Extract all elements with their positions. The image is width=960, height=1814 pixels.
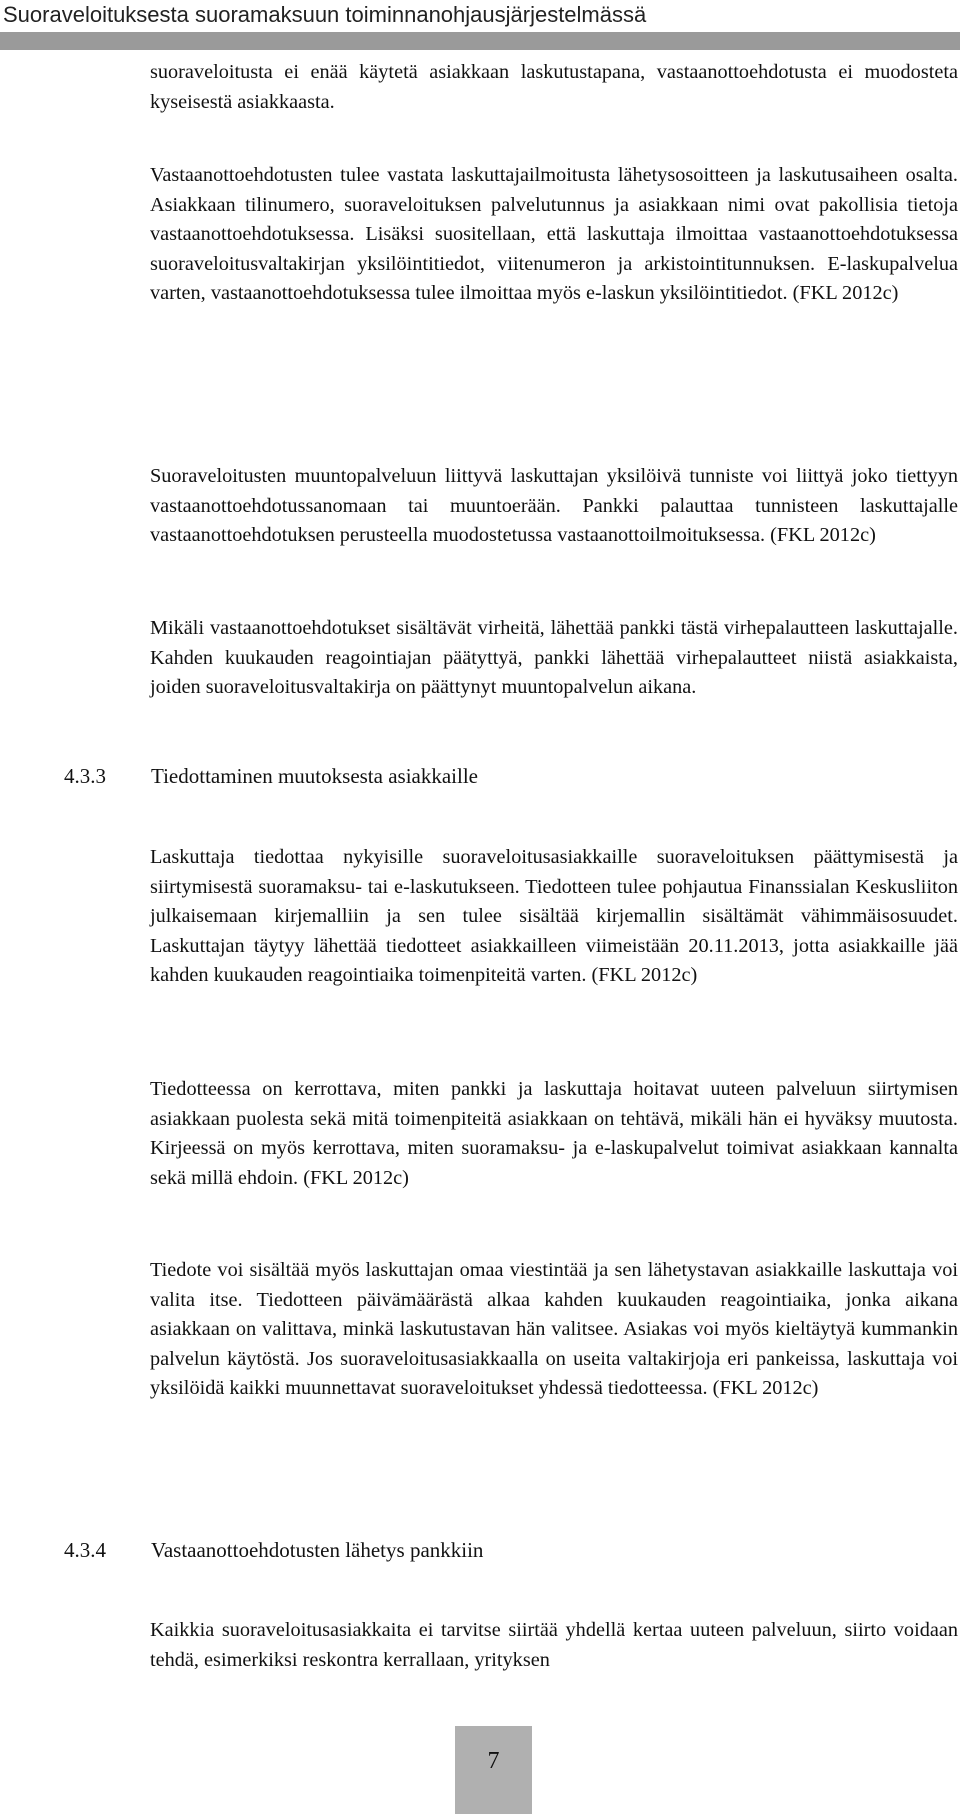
paragraph-tiedote: Tiedote voi sisältää myös laskuttajan omaa viestintää ja sen lähetystavan asiakkaille laskuttaja voi valita itse. Tiedotteen päivämäärästä alkaa kahden kuukauden reagointiaika, jonka aikana asiakkaan on valittava, minkä laskutustavan hän valitsee. Asiakas voi myös kieltäytyä kummankin palvelun käytöstä. Jos suoraveloitusasiakkaalla on useita valtakirjoja eri pankeissa, laskuttaja voi yksilöidä kaikki muunnettavat suoraveloitukset yhdessä tiedotteessa. (FKL 2012c) [150,1259,958,1399]
section-number: 4.3.4 [64,1538,106,1562]
section-title: Vastaanottoehdotusten lähetys pankkiin [151,1538,484,1562]
paragraph-kaikkia: Kaikkia suoraveloitusasiakkaita ei tarvitse siirtää yhdellä kertaa uuteen palveluun, siirto voidaan tehdä, esimerkiksi reskontra kerrallaan, yrityksen [150,1619,958,1671]
header-divider-bar [0,32,960,50]
paragraph-laskuttaja-tiedottaa: Laskuttaja tiedottaa nykyisille suoraveloitusasiakkaille suoraveloituksen päättymisestä ja siirtymisestä suoramaksu- tai e-laskutukseen. Tiedotteen tulee pohjautua Finanssialan Keskusliiton julkaisemaan kirjemalliin ja sen tulee sisältää kirjemallin sisältämät vähimmäisosuudet. Laskuttajan täytyy lähettää tiedotteet asiakkailleen viimeistään 20.11.2013, jotta asiakkaille jää kahden kuukauden reagointiaika toimenpiteitä varten. (FKL 2012c) [150,846,958,986]
paragraph-vastaanottoehdotusten: Vastaanottoehdotusten tulee vastata laskuttajailmoitusta lähetysosoitteen ja laskutusaiheen osalta. Asiakkaan tilinumero, suoraveloituksen palvelutunnus ja asiakkaan nimi ovat pakollisia tietoja vastaanottoehdotuksessa. Lisäksi suositellaan, että laskuttaja ilmoittaa vastaanottoehdotuksessa suoraveloitusvaltakirjan yksilöintitiedot, viitenumeron ja arkistointitunnuksen. E-laskupalvelua varten, vastaanottoehdotuksessa tulee ilmoittaa myös e-laskun yksilöintitiedot. (FKL 2012c) [150,164,958,304]
page-number: 7 [487,1748,500,1774]
document-running-title: Suoraveloituksesta suoramaksuun toiminnanohjausjärjestelmässä [3,2,647,27]
paragraph-tiedotteessa: Tiedotteessa on kerrottava, miten pankki ja laskuttaja hoitavat uuteen palveluun siirtymisen asiakkaan puolesta sekä mitä toimenpiteitä asiakkaan on tehtävä, mikäli hän ei hyväksy muutosta. Kirjeessä on myös kerrottava, miten suoramaksu- ja e-laskupalvelut toimivat asiakkaan kannalta sekä millä ehdoin. (FKL 2012c) [150,1078,958,1189]
paragraph-continuation: suoraveloitusta ei enää käytetä asiakkaan laskutustapana, vastaanottoehdotusta ei muodosteta kyseisestä asiakkaasta. [150,61,958,113]
page-number-box [455,1726,532,1814]
section-number: 4.3.3 [64,764,106,788]
section-title: Tiedottaminen muutoksesta asiakkaille [151,764,479,788]
paragraph-virhepalaute: Mikäli vastaanottoehdotukset sisältävät virheitä, lähettää pankki tästä virhepalautteen laskuttajalle. Kahden kuukauden reagointiajan päätyttyä, pankki lähettää virhepalautteet niistä asiakkaista, joiden suoraveloitusvaltakirja on päättynyt muuntopalvelun aikana. [150,617,958,698]
running-header [0,0,960,52]
paragraph-muuntopalvelu: Suoraveloitusten muuntopalveluun liittyvä laskuttajan yksilöivä tunniste voi liittyä joko tiettyyn vastaanottoehdotussanomaan tai muuntoerään. Pankki palauttaa tunnisteen laskuttajalle vastaanottoehdotuksen perusteella muodostetussa vastaanottoilmoituksessa. (FKL 2012c) [150,465,958,546]
